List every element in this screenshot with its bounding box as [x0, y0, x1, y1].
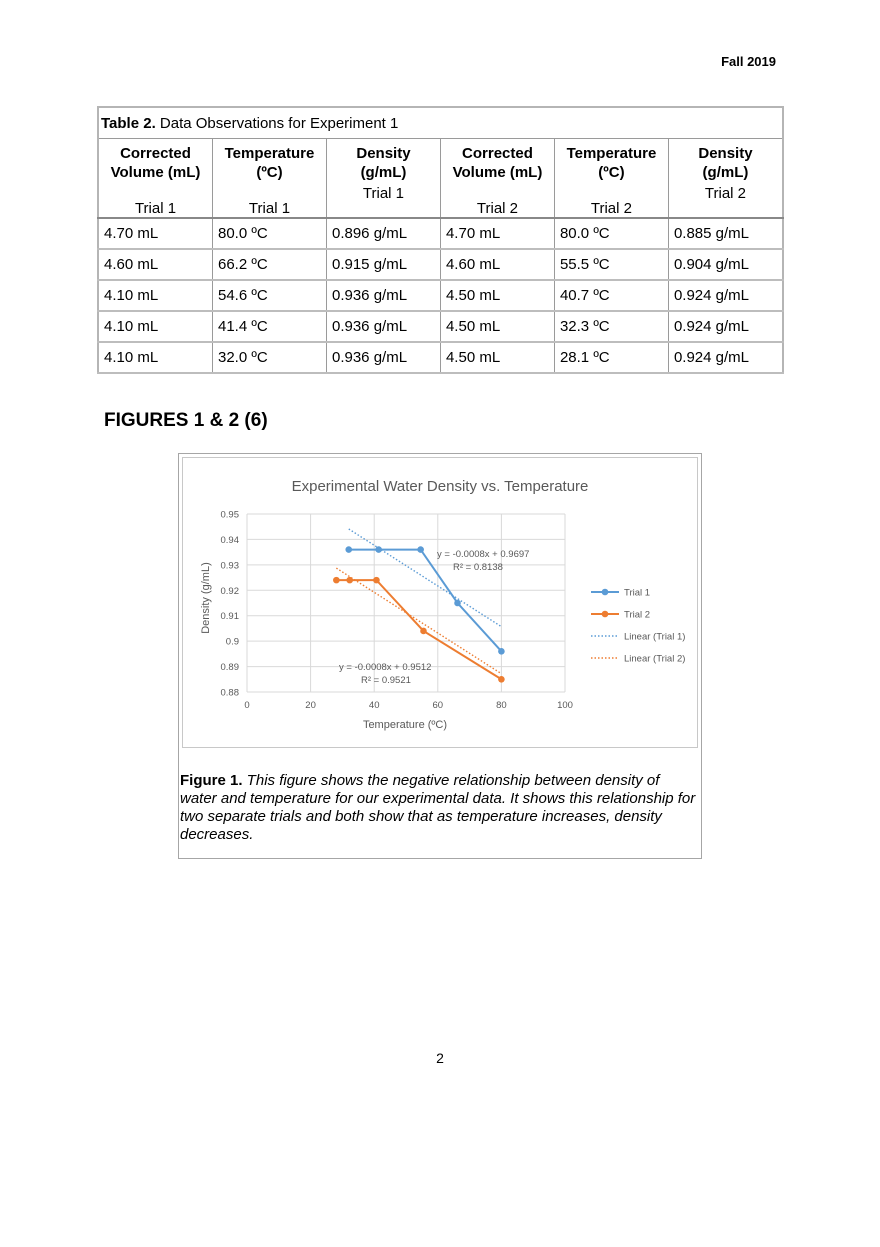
table-row [98, 311, 783, 342]
table-cell: 0.936 g/mL [326, 342, 440, 373]
table-caption [98, 107, 783, 139]
trial-label: Trial 1 [213, 185, 327, 218]
table-cell: 0.924 g/mL [668, 342, 783, 373]
figure-caption-label: Figure 1. [180, 772, 243, 789]
y-axis-label: Density (g/mL) [200, 562, 212, 634]
table-cell: 4.70 mL [440, 218, 554, 249]
trendline [349, 529, 502, 627]
table-cell: 28.1 ºC [554, 342, 668, 373]
section-title: FIGURES 1 & 2 (6) [104, 410, 268, 431]
chart-legend [591, 588, 685, 665]
data-point [373, 577, 380, 584]
table-cell: 0.924 g/mL [668, 280, 783, 311]
trendline-equation-trial-1: y = -0.0008x + 0.9697 [437, 549, 530, 560]
table-cell: 0.936 g/mL [326, 311, 440, 342]
trial-label: Trial 1 [98, 185, 213, 218]
y-tick-label: 0.92 [220, 585, 239, 597]
table-cell: 4.10 mL [98, 311, 213, 342]
table-row [98, 218, 783, 249]
semester-label: Fall 2019 [721, 54, 776, 69]
trendline-equation-trial-2: y = -0.0008x + 0.9512 [339, 662, 432, 673]
x-axis-label: Temperature (ºC) [362, 719, 448, 731]
chart-area [182, 457, 698, 748]
table-cell: 4.50 mL [440, 311, 554, 342]
table-cell: 4.10 mL [98, 342, 213, 373]
table-caption-text: Data Observations for Experiment 1 [155, 114, 399, 132]
legend-label: Trial 2 [624, 609, 651, 621]
table-cell: 4.50 mL [440, 280, 554, 311]
figure-caption [180, 772, 700, 844]
legend-label: Linear (Trial 1) [624, 631, 686, 643]
x-tick-label: 80 [496, 700, 507, 711]
table-cell: 4.60 mL [98, 249, 213, 280]
data-point [454, 600, 461, 607]
chart-title: Experimental Water Density vs. Temperature [291, 478, 589, 495]
x-tick-label: 60 [432, 700, 444, 711]
legend-marker [602, 589, 609, 596]
data-point [498, 648, 505, 655]
data-point [375, 546, 382, 553]
table-cell: 4.70 mL [98, 218, 213, 249]
data-point [345, 546, 352, 553]
density-chart [183, 458, 697, 747]
x-tick-label: 0 [244, 700, 250, 711]
table-cell: 0.924 g/mL [668, 311, 783, 342]
legend-label: Linear (Trial 2) [624, 653, 686, 665]
trial-label: Trial 2 [440, 185, 554, 218]
trendline [336, 568, 501, 674]
table-cell: 80.0 ºC [554, 218, 668, 249]
table-cell: 0.885 g/mL [668, 218, 783, 249]
data-point [498, 676, 505, 683]
table-cell: 0.896 g/mL [326, 218, 440, 249]
x-tick-label: 20 [305, 700, 316, 711]
data-point [346, 577, 353, 584]
data-point [333, 577, 340, 584]
table-cell: 55.5 ºC [554, 249, 668, 280]
table-cell: 32.3 ºC [554, 311, 668, 342]
column-header: Density (g/mL) [326, 139, 440, 186]
data-point [417, 546, 424, 553]
y-tick-label: 0.89 [220, 662, 239, 674]
y-tick-label: 0.9 [225, 636, 239, 648]
table-cell: 54.6 ºC [213, 280, 327, 311]
column-header: Temperature (ºC) [213, 139, 327, 186]
figure-caption-text: This figure shows the negative relationship between density of water and temperature for our experimental data. It shows this relationship for two separate trials and both show that as temperature increases, density decreases. [180, 772, 696, 843]
y-tick-label: 0.91 [220, 611, 239, 623]
y-tick-label: 0.94 [220, 534, 239, 546]
y-tick-label: 0.93 [220, 560, 239, 572]
data-table [97, 106, 784, 374]
table-cell: 4.60 mL [440, 249, 554, 280]
page-number: 2 [436, 1050, 444, 1066]
column-header: Corrected Volume (mL) [98, 139, 213, 186]
trial-label: Trial 2 [554, 185, 668, 218]
table-row [98, 280, 783, 311]
table-row [98, 342, 783, 373]
table-cell: 41.4 ºC [213, 311, 327, 342]
column-header: Density (g/mL) [668, 139, 783, 186]
x-tick-label: 100 [557, 700, 573, 711]
table-cell: 40.7 ºC [554, 280, 668, 311]
table-cell: 80.0 ºC [213, 218, 327, 249]
table-cell: 4.50 mL [440, 342, 554, 373]
data-point [420, 628, 427, 635]
table-caption-label: Table 2. [101, 114, 156, 132]
legend-label: Trial 1 [624, 587, 651, 599]
table-cell: 32.0 ºC [213, 342, 327, 373]
trial-label: Trial 1 [326, 185, 440, 218]
table-cell: 0.915 g/mL [326, 249, 440, 280]
table-row [98, 249, 783, 280]
figure-container [178, 453, 702, 859]
table-cell: 0.936 g/mL [326, 280, 440, 311]
x-tick-label: 40 [368, 700, 380, 711]
y-tick-label: 0.88 [220, 687, 239, 699]
trial-label: Trial 2 [668, 185, 783, 218]
table-cell: 0.904 g/mL [668, 249, 783, 280]
y-tick-label: 0.95 [220, 509, 239, 521]
table-cell: 66.2 ºC [213, 249, 327, 280]
x-tick-labels [244, 700, 573, 711]
table-cell: 4.10 mL [98, 280, 213, 311]
y-tick-labels [221, 510, 240, 699]
trendline-r2-trial-2: R² = 0.9521 [361, 675, 411, 686]
column-header: Corrected Volume (mL) [440, 139, 554, 186]
trendline-r2-trial-1: R² = 0.8138 [453, 562, 503, 573]
column-header: Temperature (ºC) [554, 139, 668, 186]
legend-marker [602, 611, 609, 618]
